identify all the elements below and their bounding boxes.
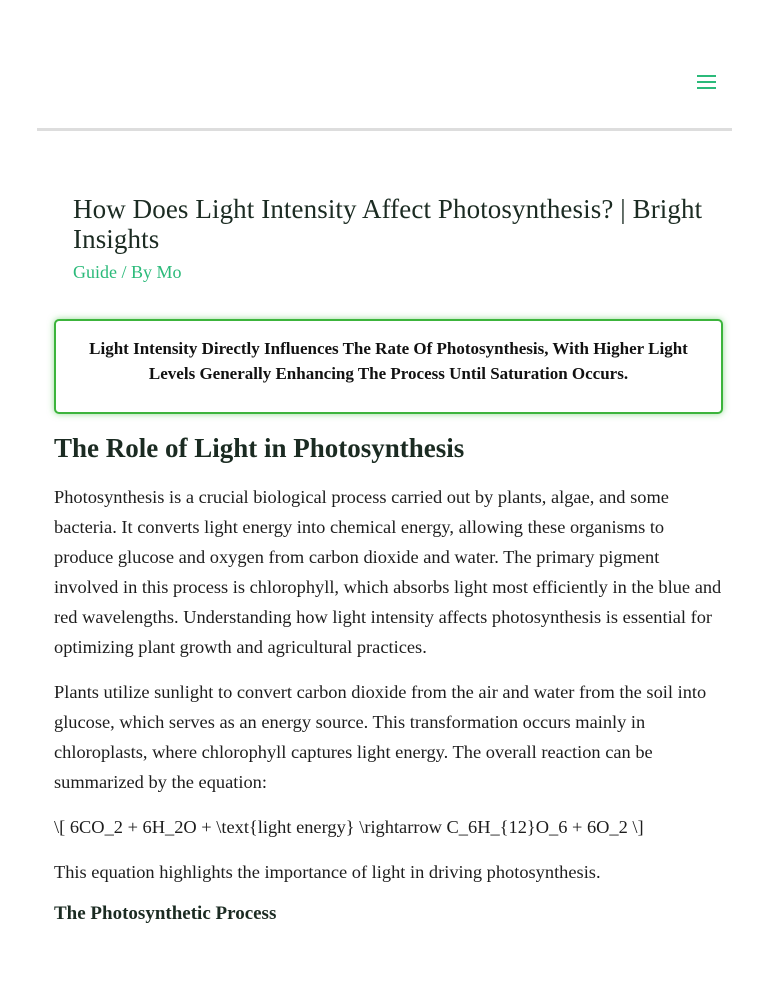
paragraph: Plants utilize sunlight to convert carbon dioxide from the air and water from the soil into glucose, which serves as an energy source. This transformation occurs mainly in chloroplasts, where chlorophyll captures light energy. The overall reaction can be summarized by the equation: <box>54 682 707 792</box>
category-link[interactable]: Guide <box>73 262 117 282</box>
menu-bar <box>697 87 716 89</box>
author-link[interactable]: Mo <box>156 262 182 282</box>
menu-bar <box>697 75 716 77</box>
equation: \[ 6CO_2 + 6H_2O + \text{light energy} \rightarrow C_6H_{12}O_6 + 6O_2 \] <box>54 817 644 837</box>
entry-header <box>73 194 713 284</box>
paragraph: Photosynthesis is a crucial biological process carried out by plants, algae, and some bacteria. It converts light energy into chemical energy, allowing these organisms to produce glucose and oxygen from carbon dioxide and water. The primary pigment involved in this process is chlorophyll, which absorbs light most efficiently in the blue and red wavelengths. Understanding how light intensity affects photosynthesis is essential for optimizing plant growth and agricultural practices. <box>54 487 722 657</box>
hamburger-menu-icon[interactable] <box>697 74 717 88</box>
subsection-heading: The Photosynthetic Process <box>54 903 277 924</box>
meta-separator: / By <box>117 262 157 282</box>
summary-text: Light Intensity Directly Influences The Rate Of Photosynthesis, With Higher Light Levels Generally Enhancing The Process Until Saturation Occurs. <box>89 339 688 383</box>
summary-box <box>54 319 723 414</box>
paragraph: This equation highlights the importance of light in driving photosynthesis. <box>54 862 601 882</box>
article-content <box>54 428 726 927</box>
post-meta <box>73 260 713 284</box>
page-title: How Does Light Intensity Affect Photosynthesis? | Bright Insights <box>73 194 703 254</box>
header-divider <box>37 128 732 131</box>
section-heading: The Role of Light in Photosynthesis <box>54 433 465 463</box>
menu-bar <box>697 81 716 83</box>
site-header <box>0 0 768 131</box>
